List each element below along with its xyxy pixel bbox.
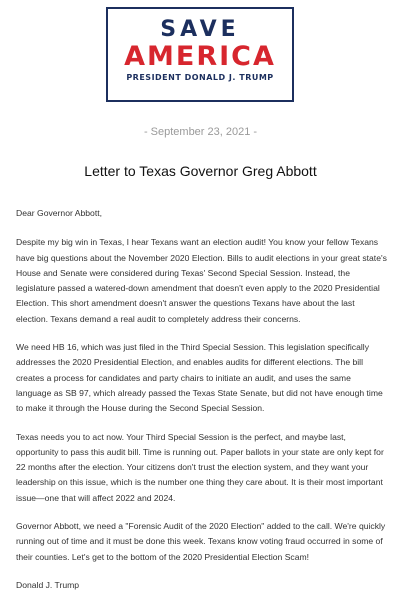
letter-title: Letter to Texas Governor Greg Abbott <box>84 163 317 179</box>
logo-subtitle: PRESIDENT DONALD J. TRUMP <box>126 73 274 82</box>
paragraph-2: We need HB 16, which was just filed in the Third Special Session. This legislation specifically addresses the 2020 Presidential Election, and enables audits for different elections. The bill creates a process for candidates and party chairs to initiate an audit, and uses the same language as SB 97, which already passed the Texas State Senate, but did not have enough time to make it through the House during the Second Special Session. <box>16 342 383 414</box>
logo-save-text: SAVE <box>160 17 240 42</box>
signature: Donald J. Trump <box>16 579 80 590</box>
letter-body <box>16 206 388 606</box>
paragraph-3: Texas needs you to act now. Your Third Special Session is the perfect, and maybe last, opportunity to pass this audit bill. Time is running out. Paper ballots in your state are only kept for 22 months after the election. Your citizens don't trust the election system, and they want your leadership on this issue, which is the number one thing they care about. It is their most important issue—one that will affect 2022 and 2024. <box>16 431 384 503</box>
paragraph-4: Governor Abbott, we need a "Forensic Audit of the 2020 Election" added to the call. We're quickly running out of time and it must be done this week. Texans know voting fraud occurred in some of their counties. Let's get to the bottom of the 2020 Presidential Election Scam! <box>16 521 386 562</box>
logo-america-text: AMERICA <box>124 41 276 72</box>
letter-date: - September 23, 2021 - <box>143 126 258 138</box>
save-america-logo <box>106 7 294 102</box>
paragraph-1: Despite my big win in Texas, I hear Texans want an election audit! You know your fellow Texans have big questions about the November 2020 Election. Bills to audit elections in your great state's House and Senate were considered during Texas' Second Special Session. Instead, the legislature passed a watered-down amendment that doesn't even apply to the 2020 Presidential Election. This short amendment doesn't answer the questions Texans have about the last election. Texans demand a real audit to completely address their concerns. <box>16 237 387 324</box>
salutation: Dear Governor Abbott, <box>16 208 102 218</box>
